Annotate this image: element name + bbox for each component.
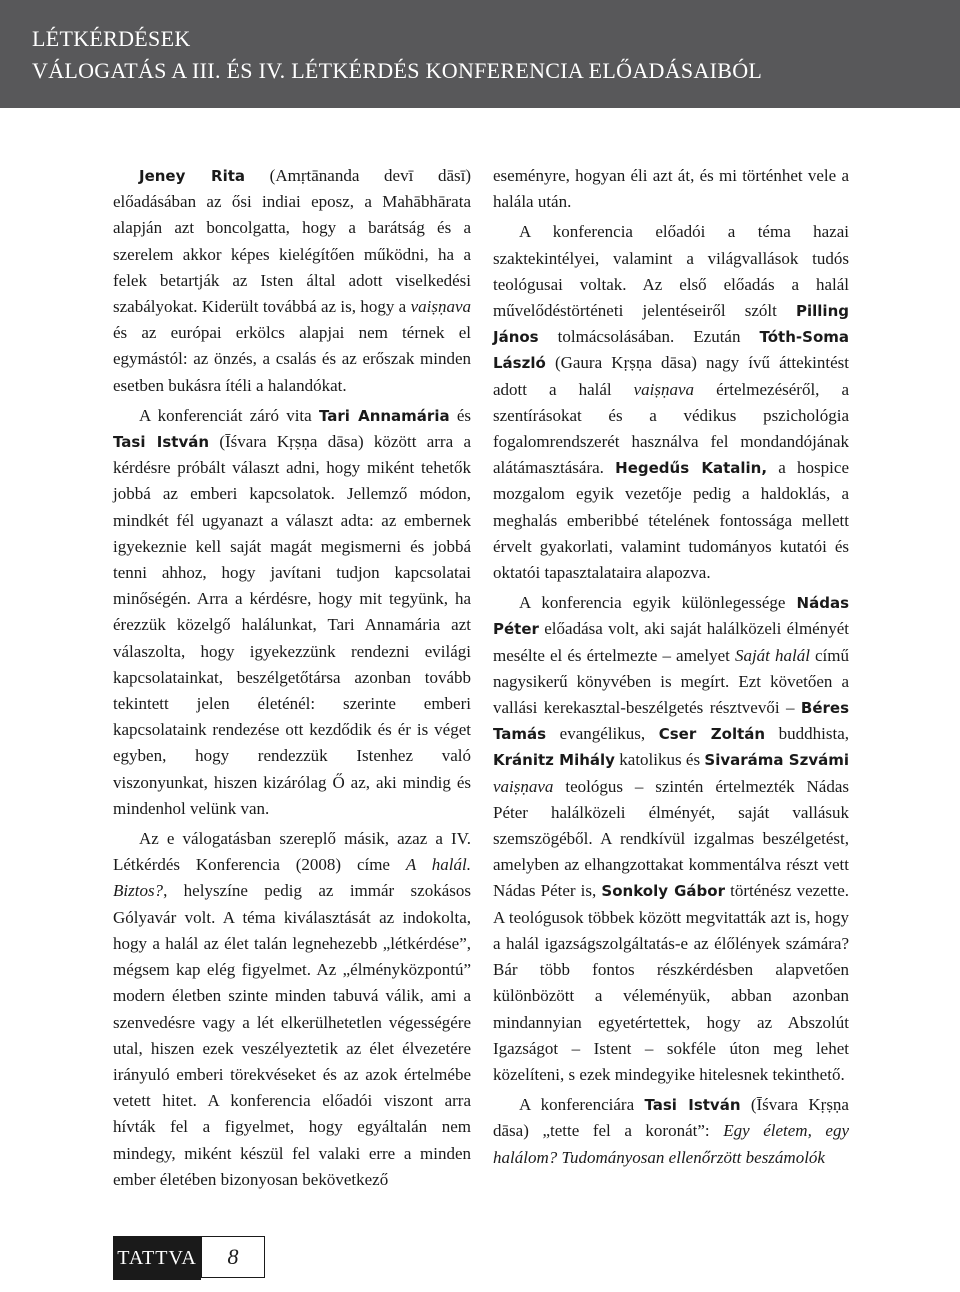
speaker-name: Sonkoly Gábor xyxy=(601,882,725,901)
left-column xyxy=(113,163,471,1197)
italic-text: vaiṣṇava xyxy=(410,297,471,317)
italic-text: A halál. Biztos? xyxy=(113,855,471,901)
text: Az e válogatásban szereplő másik, azaz a IV. Létkérdés Konferencia (2008) címe xyxy=(113,829,471,875)
paragraph xyxy=(493,1092,849,1171)
speaker-name: Sivaráma Szvámi xyxy=(704,751,850,770)
text: (Īśvara Kṛṣṇa dāsa) „tette fel a koronát”: xyxy=(493,1095,849,1141)
speaker-name: Cser Zoltán xyxy=(658,725,766,744)
speaker-name: Kránitz Mihály xyxy=(493,751,615,770)
paragraph xyxy=(113,826,471,1193)
italic-text: vaiṣṇava xyxy=(493,776,554,796)
speaker-name: Hegedűs Katalin, xyxy=(615,459,768,478)
text: evangélikus, xyxy=(546,724,659,744)
italic-text: Saját halál xyxy=(734,645,810,665)
speaker-name: Tóth-Soma László xyxy=(493,328,849,373)
tattva-logo: TATTVA xyxy=(113,1236,201,1280)
text: értelmezéséről, a szentírásokat és a védikus pszichológia fogalomrendszerét használva fel mondandójának alátámasztására. xyxy=(493,379,849,478)
text: teológus – szintén értelmezték Nádas Péter halálközeli élményét, saját vallásuk szemszögéből. A rendkívül izgalmas beszélgetést, amelyben az elhangzottakat kommentálva részt vett Nádas Péter is, xyxy=(493,776,849,901)
text: című nagysikerű könyvében is megírt. Ezt követően a vallási kerekasztal-beszélgetés résztvevői – xyxy=(493,645,849,718)
text: katolikus és xyxy=(614,750,705,770)
text: buddhista, xyxy=(765,724,850,744)
header-title: LÉTKÉRDÉSEK xyxy=(32,26,191,51)
text: (Gaura Kṛṣṇa dāsa) nagy ívű áttekintést adott a halál xyxy=(493,353,849,399)
text: A konferencia előadói a téma hazai szaktekintélyei, valamint a világvallások tudós teológusai voltak. Az első előadás a halál művelődéstörténeti jelentéseiről szólt xyxy=(493,222,849,321)
header-subtitle: VÁLOGATÁS A III. ÉS IV. LÉTKÉRDÉS KONFERENCIA ELŐADÁSAIBÓL xyxy=(32,58,763,83)
text: A konferencia egyik különlegessége xyxy=(519,593,797,613)
paragraph xyxy=(493,219,849,586)
text: tolmácsolásában. Ezután xyxy=(538,327,760,347)
speaker-name: Béres Tamás xyxy=(493,699,849,744)
speaker-name: Tasi István xyxy=(113,433,210,452)
text: előadása volt, aki saját halálközeli élményét mesélte el és értelmezte – amelyet xyxy=(493,619,849,665)
text: és xyxy=(449,405,471,425)
speaker-name: Tari Annamária xyxy=(318,406,450,425)
text: , helyszíne pedig az immár szokásos Gólyavár volt. A téma kiválasztását az indokolta, hogy a halál az élet talán legnehezebb „létkérdése”, mégsem kap elég figyelmet. Az „élményközpontú” modern életben szinte minden tabuvá válik, ami a szenvedésre vagy a lét elkerülhetetlen végességére utal, hiszen ezek veszélyeztetik az élet élvezetére irányuló emberi törekvéseket és az azok értelmébe vetett hitet. A konferencia előadói viszont arra hívták fel a figyelmet, hogy egyáltalán nem mindegy, miként készül fel valaki erre a minden ember életében bizonyosan bekövetkező xyxy=(113,881,471,1189)
paragraph xyxy=(493,590,849,1088)
speaker-name: Nádas Péter xyxy=(493,594,849,639)
text: A konferenciát záró vita xyxy=(139,405,319,425)
paragraph xyxy=(113,403,471,822)
paragraph xyxy=(493,163,849,215)
italic-text: vaiṣṇava xyxy=(633,379,695,399)
text: A konferenciára xyxy=(519,1095,645,1115)
speaker-name: Pilling János xyxy=(493,302,849,347)
right-column xyxy=(493,163,849,1175)
page-header xyxy=(0,0,960,108)
page-number: 8 xyxy=(201,1236,265,1278)
text: (Amṛtānanda devī dāsī) előadásában az ősi indiai eposz, a Mahābhārata alapján azt boncolgatta, hogy a barátság és a szerelem akkor képes kielégítően működni, ha a felek betartják az Isten által adott viselkedési szabályokat. Kiderült továbbá az is, hogy a xyxy=(113,166,472,317)
paragraph xyxy=(113,163,471,399)
italic-text: Egy életem, egy halálom? Tudományosan ellenőrzött beszámolók xyxy=(493,1121,849,1167)
text: eseményre, hogyan éli azt át, és mi történhet vele a halála után. xyxy=(493,166,849,212)
text: (Īśvara Kṛṣṇa dāsa) között arra a kérdésre próbált választ adni, hogy miként tehetők jobbá az emberi kapcsolatok. Jellemző módon, mindkét fél ugyanazt a választ adta: az embernek igyekeznie kell saját magát megismerni és jobbá tenni ahhoz, hogy javítani tudjon kapcsolatai minőségén. Arra a kérdésre, hogy mit tegyünk, ha érezzük közelgő halálunkat, Tari Annamária azt válaszolta, hogy igyekezzünk rendezni evilági kapcsolatainkat, beszélgetőtársa azonban tovább tekintett jelen életénél: szerinte emberi kapcsolataink rendezése ott kezdődik és ér is véget egyben, hogy rendezzük Istenhez való viszonyunkat, hiszen kizárólag Ő az, aki mindig és mindenhol velünk van. xyxy=(113,432,471,818)
text: történész vezette. A teológusok többek között megvitatták azt is, hogy a halál igazságszolgáltatás-e az élőlények számára? Bár több fontos részkérdésben alapvetően különbözött a véleményük, abban azonban mindannyian egyetértettek, hogy az Abszolút Igazságot – Istent – sokféle úton meg lehet közelíteni, s ezek mindegyike hitelesnek tekinthető. xyxy=(493,881,849,1084)
text: a hospice mozgalom egyik vezetője pedig a haldoklás, a meghalás emberibbé tételének fontossága mellett érvelt gyakorlati, valamint tudományos kutatói és oktatói tapasztalataira alapozva. xyxy=(493,458,849,583)
speaker-name: Tasi István xyxy=(644,1096,741,1115)
speaker-name: Jeney Rita xyxy=(139,167,246,185)
text: és az európai erkölcs alapjai nem térnek el egymástól: az önzés, a csalás és az erőszak minden esetben bukásra ítéli a halandókat. xyxy=(113,323,471,395)
